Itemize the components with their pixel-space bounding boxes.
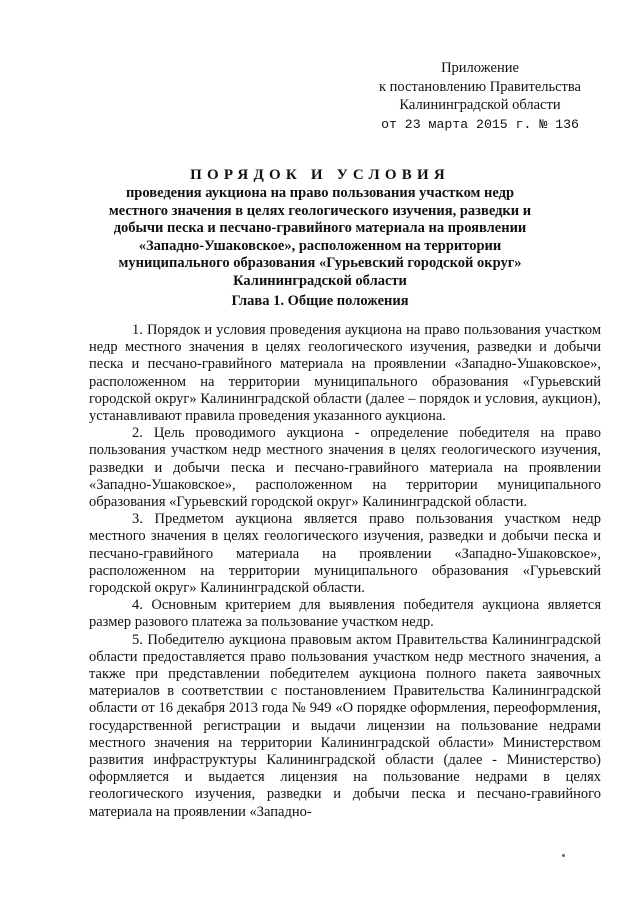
appendix-date: от 23 марта 2015 г. № 136	[381, 116, 579, 132]
paragraph-1: 1. Порядок и условия проведения аукциона на право пользования участком недр местного значения в целях геологического изучения, разведки и добычи песка и песчано-гравийного материала на проявлении «Западно-Ушаковское», расположенном на территории муниципального образования «Гурьевский городской округ» Калининградской области (далее – порядок и условия, аукцион), устанавливают правила проведения указанного аукциона.	[89, 322, 601, 425]
scan-speck	[562, 854, 565, 857]
document-title: ПОРЯДОК И УСЛОВИЯ	[190, 167, 450, 183]
appendix-block	[360, 59, 600, 134]
paragraph-4: 4. Основным критерием для выявления победителя аукциона является размер разового платежа за пользование участком недр.	[89, 597, 601, 631]
paragraph-3: 3. Предметом аукциона является право пользования участком недр местного значения в целях геологического изучения, разведки и добычи песка и песчано-гравийного материала на проявлении «Западно-Ушаковское», расположенном на территории муниципального образования «Гурьевский городской округ» Калининградской области.	[89, 511, 601, 597]
document-body	[89, 322, 601, 821]
paragraph-5: 5. Победителю аукциона правовым актом Правительства Калининградской области предоставляется право пользования участком недр местного значения, а также при представлении победителем аукциона полного пакета заявочных материалов в соответствии с постановлением Правительства Калининградской области от 16 декабря 2013 года № 949 «О порядке оформления, переоформления, государственной регистрации и выдачи лицензии на пользование недрами местного значения на территории Калининградской области» Министерством развития инфраструктуры Калининградской области (далее - Министерство) оформляется и выдается лицензия на пользование недрами в целях геологического изучения, разведки и добычи песка и песчано-гравийного материала на проявлении «Западно-	[89, 631, 601, 820]
appendix-label: Приложение	[441, 60, 519, 76]
paragraph-2: 2. Цель проводимого аукциона - определение победителя на право пользования участком недр местного значения в целях геологического изучения, разведки и добычи песка и песчано-гравийного материала на проявлении «Западно-Ушаковское», расположенном на территории муниципального образования «Гурьевский городской округ» Калининградской области.	[89, 425, 601, 511]
chapter-heading: Глава 1. Общие положения	[231, 293, 409, 309]
appendix-resolution: к постановлению Правительства	[379, 78, 581, 95]
document-subtitle: проведения аукциона на право пользования участком недр местного значения в целях геологического изучения, разведки и добычи песка и песчано-гравийного материала на проявлении «Западно-Ушаковское», расположенном на территории муниципального образования «Гурьевский городской округ» Калининградской области	[108, 185, 532, 289]
appendix-region: Калининградской области	[399, 97, 561, 114]
